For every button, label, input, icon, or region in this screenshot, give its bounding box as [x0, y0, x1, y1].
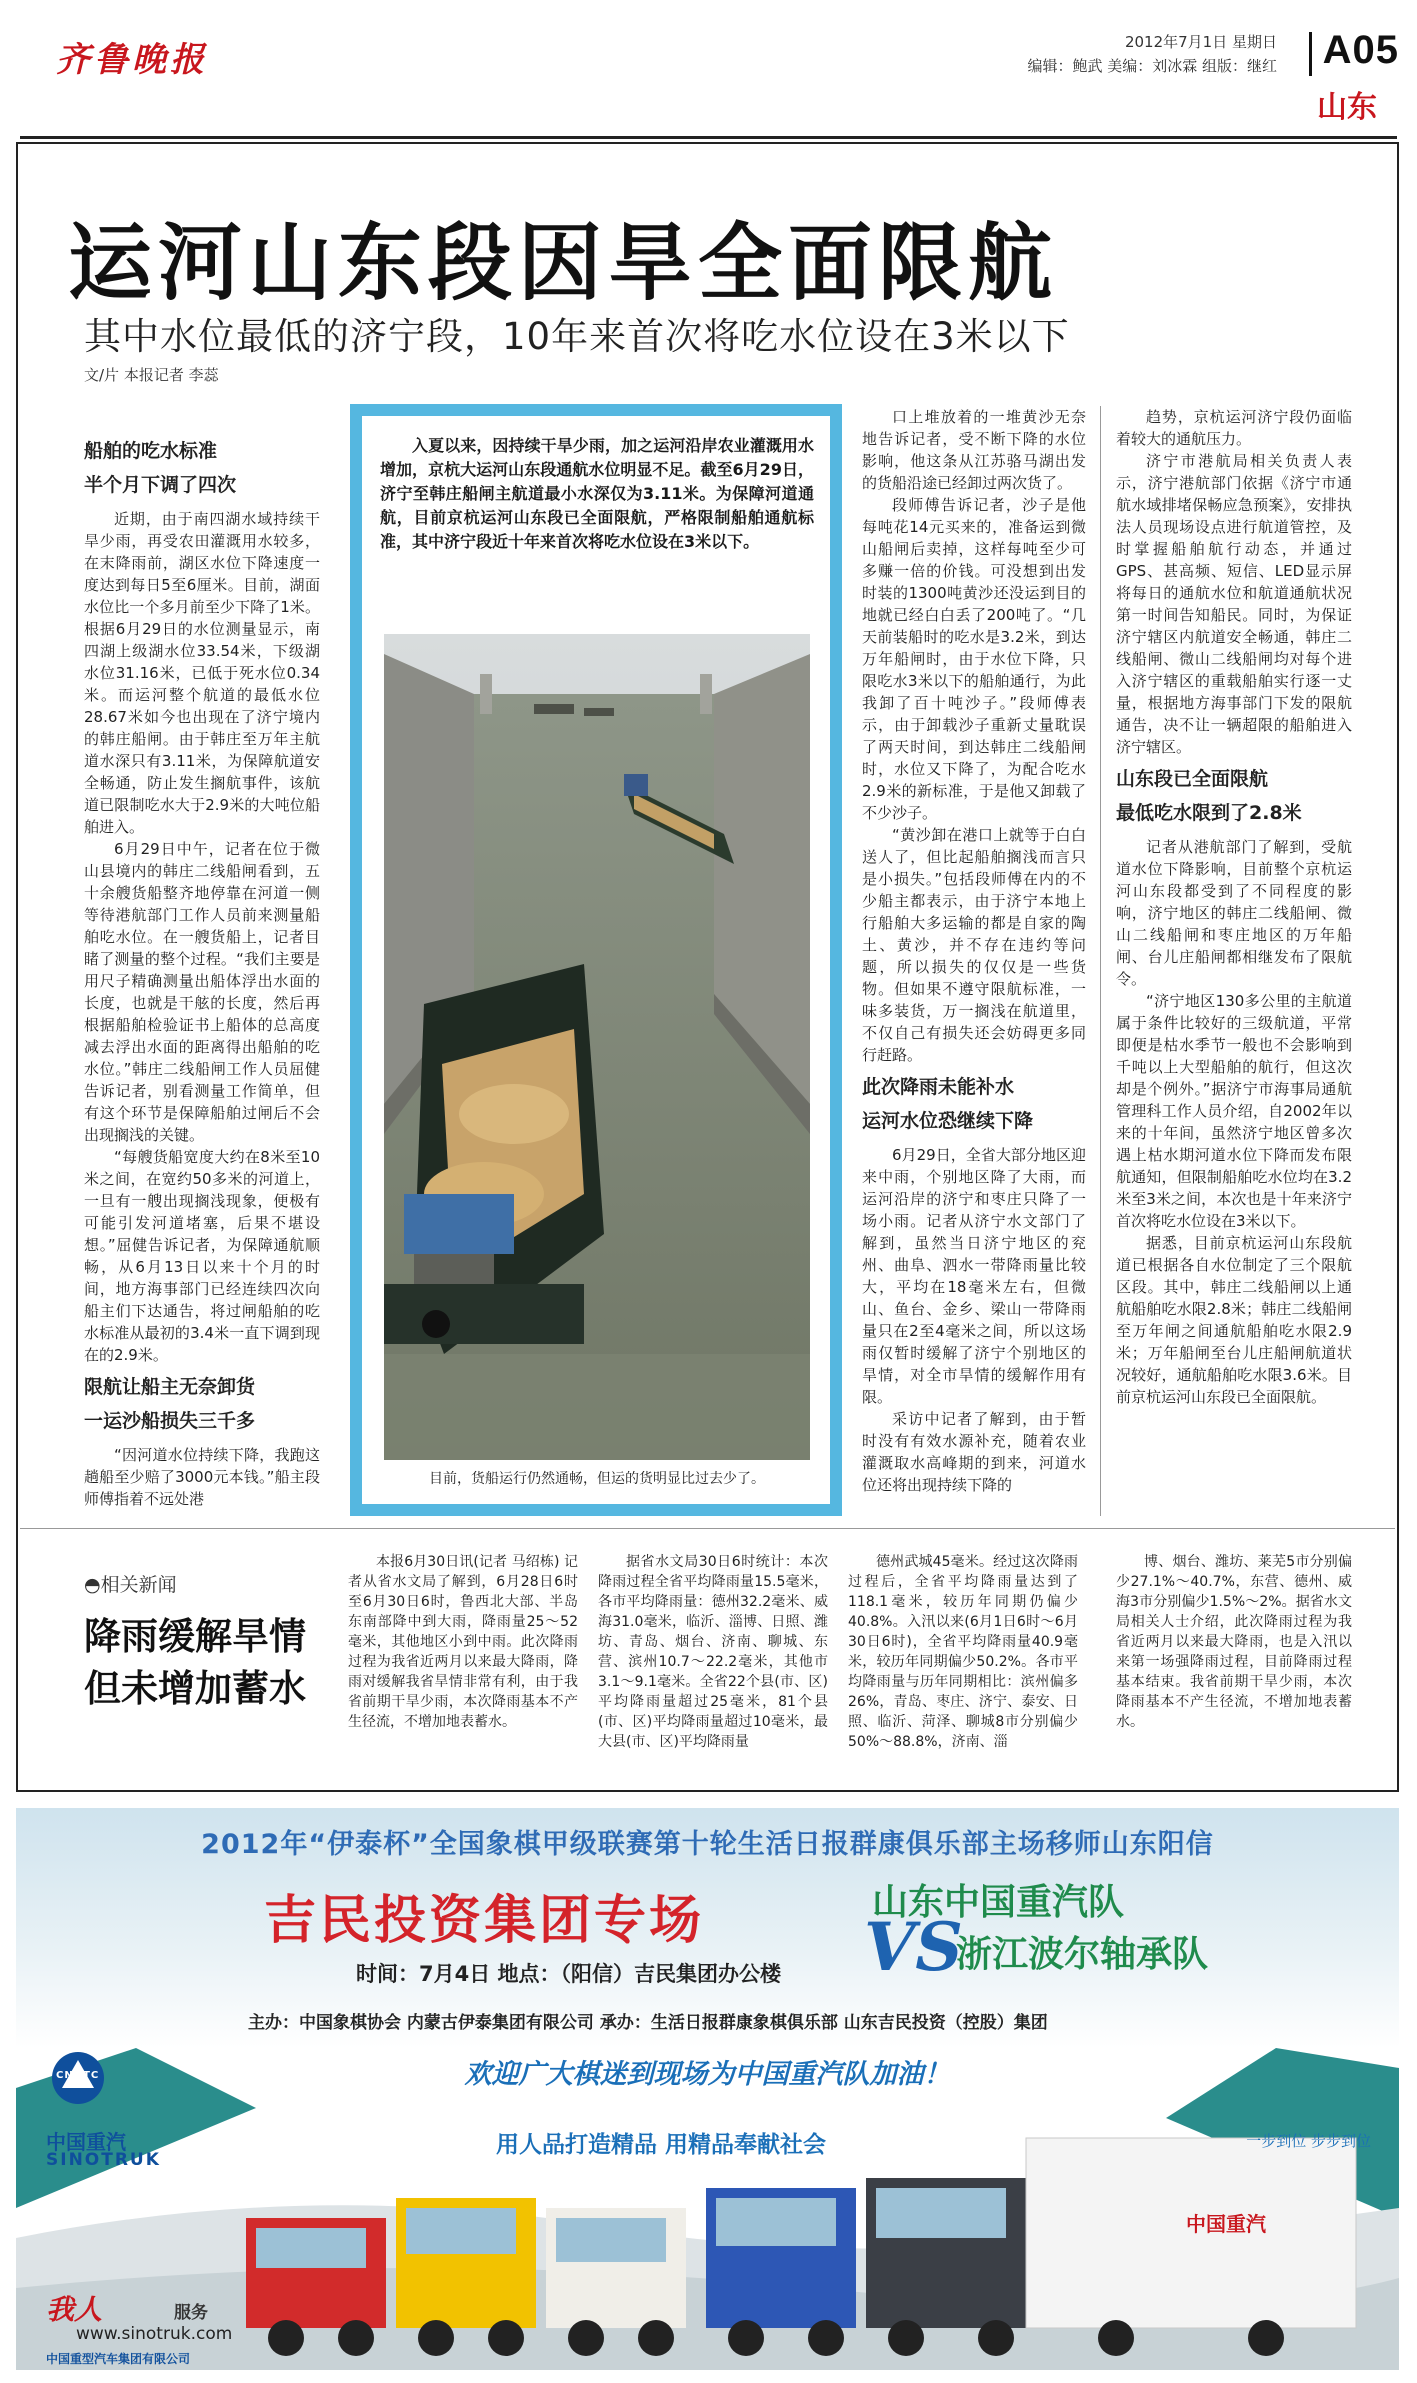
related-news-heading	[84, 1570, 306, 1715]
section-heading: 山东段已全面限航	[1116, 768, 1269, 790]
page-meta	[1027, 30, 1277, 78]
paragraph: 记者从港航部门了解到，受航道水位下降影响，目前整个京杭运河山东段都受到了不同程度的影响，济宁地区的韩庄二线船闸、微山二线船闸和枣庄地区的万年船闸、台儿庄船闸都相继发布了限航令。	[1116, 838, 1352, 988]
related-column-1	[348, 1552, 578, 1732]
advertisement	[16, 1808, 1399, 2370]
header-rule	[20, 136, 1397, 139]
paragraph: 德州武城45毫米。经过这次降雨过程后，全省平均降雨量达到了118.1毫米，较历年同期仍偏少40.8%。入汛以来(6月1日6时～6月30日6时)，全省平均降雨量40.9毫米，较历年同期偏少50.2%。各市平均降雨量与历年同期相比：滨州偏多26%，青岛、枣庄、济宁、泰安、日照、临沂、菏泽、聊城8市分别偏少50%～88.8%，济南、淄	[848, 1554, 1078, 1750]
paragraph: 近期，由于南四湖水域持续干旱少雨，再受农田灌溉用水较多，在末降雨前，湖区水位下降速度一度达到每日5至6厘米。目前，湖面水位比一个多月前至少下降了1米。根据6月29日的水位测量显示，南四湖上级湖水位33.54米，下级湖水位31.16米，已低于死水位0.34米。而运河整个航道的最低水位28.67米如今也出现在了济宁境内的韩庄船闸。由于韩庄至万年主航道水深只有3.11米，为保障航道安全畅通，防止发生搁航事件，该航道已限制吃水大于2.9米的大吨位船舶进入。	[84, 510, 320, 836]
canal-lock-illustration	[384, 634, 810, 1460]
sinotruk-logo-cn: 中国重汽	[46, 2130, 126, 2154]
service-label: 服务	[174, 2303, 208, 2323]
ad-main-title: 吉民投资集团专场	[264, 1891, 705, 1951]
circle-icon: ◓	[84, 1574, 101, 1596]
paragraph: 本报6月30日讯(记者 马绍栋) 记者从省水文局了解到，6月28日6时至6月30日6时，鲁西北大部、半岛东南部降中到大雨，降雨量25～52毫米，其他地区小到中雨。此次降雨过程为我省近两月以来最大降雨，降雨对缓解我省旱情非常有利，由于我省前期干旱少雨，本次降雨基本不产生径流，不增加地表蓄水。	[348, 1554, 578, 1730]
paragraph: “每艘货船宽度大约在8米至10米之间，在宽约50多米的河道上，一旦有一艘出现搁浅现象，便极有可能引发河道堵塞，后果不堪设想。”屈健告诉记者，为保障通航顺畅，从6月13日以来十个月的时间，地方海事部门已经连续四次向船主们下达通告，将过闸船舶的吃水标准从最初的3.4米一直下调到现在的2.9米。	[84, 1148, 320, 1364]
subheadline: 其中水位最低的济宁段，10年来首次将吃水位设在3米以下	[84, 315, 1070, 358]
newspaper-logo: 齐鲁晚报	[56, 40, 208, 80]
section-heading: 一运沙船损失三千多	[84, 1410, 256, 1432]
ad-team-2: 浙江波尔轴承队	[956, 1934, 1209, 1975]
paragraph: “济宁地区130多公里的主航道属于条件比较好的三级航道，平常即便是枯水季节一般也不会影响到千吨以上大型船舶的航行，但这次却是个例外。”据济宁市海事局通航管理科工作人员介绍，自2002年以来的十年间，虽然济宁地区曾多次遇上枯水期河道水位下降而发布限航通知，但限制船舶吃水位均在3.2米至3米之间，本次也是十年来济宁首次将吃水位设在3米以下。	[1116, 992, 1352, 1230]
paragraph: 济宁市港航局相关负责人表示，济宁港航部门依据《济宁市通航水域排堵保畅应急预案》，安排执法人员现场设点进行航道管控，及时掌握船舶航行动态，并通过GPS、甚高频、短信、LED显示屏将每日的通航水位和航道通航状况第一时间告知船民。同时，为保证济宁辖区内航道安全畅通，韩庄二线船闸、微山二线船闸均对每个进入济宁辖区的重载船舶实行逐一丈量，根据地方海事部门下发的限航通告，决不让一辆超限的船舶进入济宁辖区。	[1116, 452, 1352, 756]
ad-title: 2012年“伊泰杯”全国象棋甲级联赛第十轮生活日报群康俱乐部主场移师山东阳信	[201, 1829, 1214, 1860]
section-heading: 限航让船主无奈卸货	[84, 1376, 256, 1398]
truck-brand-mark: 中国重汽	[1186, 2212, 1266, 2236]
ad-time-place: 时间：7月4日 地点：（阳信）吉民集团办公楼	[356, 1962, 782, 1986]
byline: 文/片 本报记者 李蕊	[84, 366, 219, 384]
paragraph: “黄沙卸在港口上就等于白白送人了，但比起船舶搁浅而言只是小损失。”包括段师傅在内的不少船主都表示，由于济宁本地上行船舶大多运输的都是自家的陶土、黄沙，并不存在违约等问题，所以损失的仅仅是一些货物。但如果不遵守限航标准，一味多装货，万一搁浅在航道里，不仅自己有损失还会妨碍更多同行赶路。	[862, 826, 1086, 1064]
ad-team-1: 山东中国重汽队	[872, 1882, 1125, 1923]
paragraph: 采访中记者了解到，由于暂时没有有效水源补充，随着农业灌溉取水高峰期的到来，河道水位还将出现持续下降的	[862, 1410, 1086, 1494]
article-column-3	[862, 406, 1086, 1496]
canal-photo	[384, 634, 810, 1460]
paragraph: 6月29日中午，记者在位于微山县境内的韩庄二线船闸看到，五十余艘货船整齐地停靠在河道一侧等待港航部门工作人员前来测量船舶吃水位。在一艘货船上，记者目睹了测量的整个过程。“我们主要是用尺子精确测量出船体浮出水面的长度，也就是干舷的长度，然后再根据船舶检验证书上船体的总高度减去浮出水面的距离得出船舶的吃水位。”韩庄二线船闸工作人员屈健告诉记者，别看测量工作简单，但有这个环节是保障船舶过闸后不会出现搁浅的关键。	[84, 840, 320, 1144]
related-column-2	[598, 1552, 828, 1752]
editor-credits: 编辑：鲍武 美编：刘冰霖 组版：继红	[1027, 57, 1277, 75]
column-divider	[1100, 406, 1101, 1516]
issue-date: 2012年7月1日 星期日	[1124, 33, 1277, 51]
ad-url: www.sinotruk.com	[76, 2324, 233, 2344]
section-heading: 运河水位恐继续下降	[862, 1110, 1034, 1132]
sinotruk-logo-en: SINOTRUK	[46, 2150, 161, 2170]
section-heading: 半个月下调了四次	[84, 474, 237, 496]
service-brand: 我人	[46, 2293, 103, 2326]
paragraph: 据悉，目前京杭运河山东段航道已根据各自水位制定了三个限航区段。其中，韩庄二线船闸以上通航船舶吃水限2.8米；韩庄二线船闸至万年闸之间通航船舶吃水限2.9米；万年船闸至台儿庄船闸航道状况较好，通航船舶吃水限3.6米。目前京杭运河山东段已全面限航。	[1116, 1234, 1352, 1406]
article-column-4	[1116, 406, 1352, 1408]
paragraph: 据省水文局30日6时统计：本次降雨过程全省平均降雨量15.5毫米，各市平均降雨量：德州32.2毫米、威海31.0毫米，临沂、淄博、日照、潍坊、青岛、烟台、济南、聊城、东营、滨州10.7～22.2毫米，其他市3.1～9.1毫米。全省22个县(市、区)平均降雨量超过25毫米，81个县(市、区)平均降雨量超过10毫米，最大县(市、区)平均降雨量	[598, 1554, 828, 1750]
paragraph: 段师傅告诉记者，沙子是他每吨花14元买来的，准备运到微山船闸后卖掉，这样每吨至少可多赚一倍的价钱。可没想到出发时装的1300吨黄沙还没运到目的地就已经白白丢了200吨了。“几天前装船时的吃水是3.2米，到达万年船闸时，由于水位下降，只限吃水3米以下的船舶通行，为此我卸了百十吨沙子。”段师傅表示，由于卸载沙子重新丈量耽误了两天时间，到达韩庄二线船闸时，水位又下降了，为配合吃水2.9米的新标准，于是他又卸载了不少沙子。	[862, 496, 1086, 822]
section-heading: 最低吃水限到了2.8米	[1116, 802, 1302, 824]
section-rule	[20, 1528, 1395, 1529]
ad-slogan: 用人品打造精品 用精品奉献社会	[496, 2132, 827, 2158]
paragraph: 6月29日，全省大部分地区迎来中雨，个别地区降了大雨，而运河沿岸的济宁和枣庄只降了一场小雨。记者从济宁水文部门了解到，虽然当日济宁地区的兖州、曲阜、泗水一带降雨量比较大，平均在18毫米左右，但微山、鱼台、金乡、梁山一带降雨量只在2至4毫米之间，所以这场雨仅暂时缓解了济宁个别地区的旱情，对全市旱情的缓解作用有限。	[862, 1146, 1086, 1406]
section-name: 山东	[1317, 90, 1377, 125]
related-column-4	[1116, 1552, 1352, 1732]
headline: 运河山东段因旱全面限航	[68, 214, 1059, 312]
related-news-title: 降雨缓解旱情 但未增加蓄水	[84, 1615, 306, 1710]
related-column-3	[848, 1552, 1078, 1752]
ad-welcome: 欢迎广大棋迷到现场为中国重汽队加油！	[464, 2059, 951, 2090]
paragraph: 博、烟台、潍坊、莱芜5市分别偏少27.1%～40.7%，东营、德州、威海3市分别偏少1.5%～2%。据省水文局相关人士介绍，此次降雨过程为我省近两月以来最大降雨，也是入汛以来第一场强降雨过程，目前降雨过程基本结束。我省前期干旱少雨，本次降雨基本不产生径流，不增加地表蓄水。	[1116, 1554, 1352, 1730]
related-news-label: ◓相关新闻	[84, 1574, 177, 1596]
lead-paragraph: 入夏以来，因持续干旱少雨，加之运河沿岸农业灌溉用水增加，京杭大运河山东段通航水位明显不足。截至6月29日，济宁至韩庄船闸主航道最小水深仅为3.11米。为保障河道通航，目前京杭运河山东段已全面限航，严格限制船舶通航标准，其中济宁段近十年来首次将吃水位设在3米以下。	[380, 436, 814, 551]
lead-callout	[350, 404, 842, 1516]
ad-company: 中国重型汽车集团有限公司	[46, 2352, 191, 2366]
paragraph: 趋势，京杭运河济宁段仍面临着较大的通航压力。	[1116, 408, 1352, 448]
page-number: A05	[1322, 28, 1399, 72]
paragraph: 口上堆放着的一堆黄沙无奈地告诉记者，受不断下降的水位影响，他这条从江苏骆马湖出发的货船沿途已经卸过两次货了。	[862, 408, 1086, 492]
article-column-1	[84, 430, 320, 1510]
ad-vs: VS	[864, 1908, 963, 1986]
photo-caption: 目前，货船运行仍然通畅，但运的货明显比过去少了。	[429, 1471, 765, 1487]
section-heading: 船舶的吃水标准	[84, 440, 218, 462]
ad-steps-slogan: 一步到位 步步到位	[1246, 2132, 1371, 2150]
masthead	[0, 0, 1417, 140]
section-heading: 此次降雨未能补水	[862, 1076, 1015, 1098]
ad-organizers: 主办：中国象棋协会 内蒙古伊泰集团有限公司 承办：生活日报群康象棋俱乐部 山东吉民投资（控股）集团	[248, 2013, 1048, 2033]
logo-badge: CNHTC	[56, 2070, 100, 2081]
paragraph: “因河道水位持续下降，我跑这趟船至少赔了3000元本钱。”船主段师傅指着不远处港	[84, 1446, 320, 1508]
